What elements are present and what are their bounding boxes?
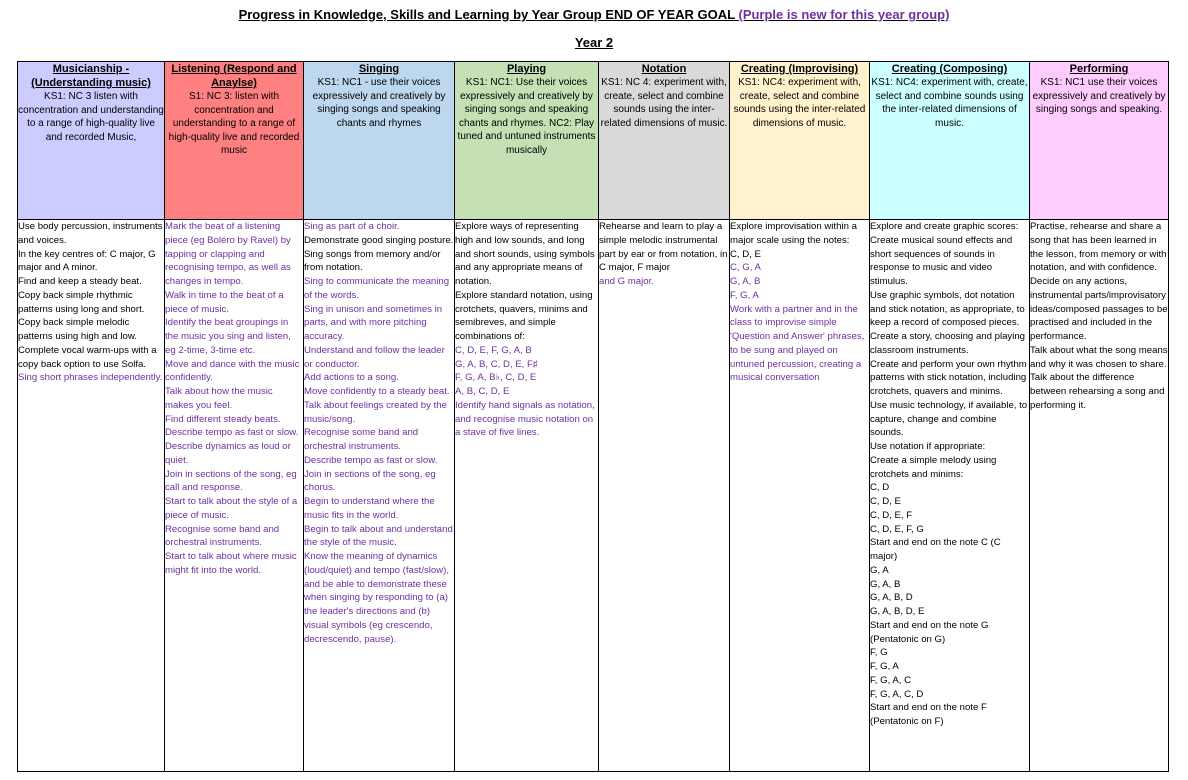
header-title: Listening (Respond and Anaylse) (171, 63, 297, 89)
statement: Decide on any actions, instrumental parts/improvisatory ideas/composed passages to be practised and included in the performance. (1030, 276, 1168, 342)
header-playing (455, 62, 599, 220)
statement: Use body percussion, instruments and voices. (18, 221, 163, 246)
statement: Complete vocal warm-ups with a copy back option to use Solfa. (18, 344, 157, 370)
statement: Identify hand signals as notation, and recognise music notation on a stave of five lines. (455, 399, 595, 439)
progress-table (17, 61, 1169, 772)
header-row (18, 62, 1169, 220)
statement: Describe dynamics as loud or quiet. (165, 441, 291, 466)
statement: F, G, A, C, D (870, 688, 924, 700)
statement: F, G, A, B♭, C, D, E (455, 372, 537, 384)
title-main: Progress in Knowledge, Skills and Learning by Year Group END OF YEAR GOAL (238, 7, 735, 22)
statement: Demonstrate good singing posture. (304, 234, 454, 246)
statement: Start and end on the note F (Pentatonic on F) (870, 702, 987, 727)
header-nc: KS1: NC1: Use their voices expressively and creatively by singing songs and speaking chants and rhymes. NC2: Play tuned and untuned instruments musically (457, 77, 596, 156)
cell-improvising (730, 220, 870, 772)
statement: Mark the beat of a listening piece (eg Boléro by Ravel) by tapping or clapping and recognising tempo, as well as changes in tempo. (165, 221, 291, 287)
statement: In the key centres of: C major, G major and A minor. (18, 248, 156, 274)
statement: Find different steady beats. (165, 413, 281, 425)
header-title: Singing (358, 63, 400, 75)
title-note: (Purple is new for this year group) (738, 7, 950, 22)
cell-composing (870, 220, 1030, 772)
statement: C, D, E (870, 496, 901, 507)
statement: Copy back simple rhythmic patterns using long and short. (18, 289, 145, 315)
statement: Copy back simple melodic patterns using high and low. (18, 317, 137, 342)
statement: Move and dance with the music confidently. (165, 358, 300, 384)
header-performing (1030, 62, 1169, 220)
header-nc: KS1: NC1 use their voices expressively and creatively by singing songs and speaking. (1032, 77, 1166, 116)
statement: Sing to communicate the meaning of the words. (304, 276, 450, 301)
statement: Start and end on the note C (C major) (870, 537, 1001, 562)
statement: Join in sections of the song, eg call and response. (165, 468, 297, 494)
statement: Talk about how the music makes you feel. (165, 386, 273, 411)
statement: G, A, B, D (870, 592, 913, 604)
header-title: Playing (506, 63, 547, 75)
statement: C, D (870, 482, 890, 494)
header-title: Performing (1069, 63, 1129, 75)
statement: Talk about the difference between rehearsing a song and performing it. (1030, 372, 1165, 411)
header-nc: KS1: NC 3 listen with concentration and understanding to a range of high-quality live and recorded Music, (18, 91, 164, 143)
statement: Create and perform your own rhythm patterns with stick notation, including crotchets, quavers and minims. (870, 358, 1027, 397)
statement: C, D, E (730, 248, 761, 260)
header-notation (599, 62, 730, 220)
header-listening (165, 62, 304, 220)
statement: C, D, E, F, G (870, 523, 924, 535)
statement: Start to talk about the style of a piece of music. (165, 496, 298, 521)
statement: Start to talk about where music might fit into the world. (165, 551, 297, 576)
cell-playing (455, 220, 599, 772)
cell-performing (1030, 220, 1169, 772)
statement: Start and end on the note G (Pentatonic on G) (870, 619, 989, 645)
statement: Sing in unison and sometimes in parts, and with more pitching accuracy. (304, 303, 443, 342)
statement: Explore and create graphic scores: (870, 221, 1019, 232)
statement: Create a story, choosing and playing classroom instruments. (870, 331, 1026, 356)
statement: Join in sections of the song, eg chorus. (304, 468, 436, 494)
statement: Describe tempo as fast or slow. (165, 427, 299, 439)
cell-singing (304, 220, 455, 772)
statement: F, G, A (730, 289, 759, 301)
header-musicianship (18, 62, 165, 220)
statement: F, G, A (870, 661, 899, 672)
statement: Use graphic symbols, dot notation and stick notation, as appropriate, to keep a record of composed pieces. (870, 289, 1025, 329)
statement: Explore ways of representing high and low sounds, and long and short sounds, using symbols and any appropriate means of notation. (455, 221, 595, 287)
header-nc: KS1: NC1 - use their voices expressively and creatively by singing songs and speaking chants and rhymes (312, 77, 446, 129)
cell-listening (165, 220, 304, 772)
statement: Create musical sound effects and short sequences of sounds in response to music and video stimulus. (870, 234, 1013, 287)
header-nc: KS1: NC 4: experiment with, create, select and combine sounds using the inter-related dimensions of music. (600, 77, 728, 129)
statement: Describe tempo as fast or slow. (304, 454, 438, 466)
statement: Find and keep a steady beat. (18, 276, 142, 287)
statement: Recognise some band and orchestral instruments. (304, 427, 419, 452)
statement: Sing short phrases independently. (18, 372, 163, 384)
year-heading: Year 2 (574, 35, 614, 50)
statement: G, A, B, C, D, E, F♯ (455, 358, 538, 370)
cell-notation (599, 220, 730, 772)
statement: G, A (870, 564, 889, 576)
header-title: Creating (Composing) (891, 63, 1008, 75)
statement: Recognise some band and orchestral instruments. (165, 523, 280, 549)
header-singing (304, 62, 455, 220)
content-row (18, 220, 1169, 772)
statement: F, G (870, 647, 888, 659)
statement: G, A, B (730, 276, 761, 287)
statement: and G major. (599, 276, 654, 287)
statement: Use music technology, if available, to capture, change and combine sounds. (870, 399, 1028, 439)
statement: Explore standard notation, using crotchets, quavers, minims and semibreves, and simple combinations of: (455, 289, 593, 342)
statement: Sing songs from memory and/or from notation. (304, 248, 441, 274)
statement: Create a simple melody using crotchets and minims: (870, 454, 997, 480)
statement: C, D, E, F, G, A, B (455, 344, 532, 356)
header-title: Notation (641, 63, 687, 75)
statement: C, D, E, F (870, 509, 913, 521)
statement: Begin to talk about and understand the style of the music. (304, 523, 453, 549)
header-title: Musicianship - (Understanding music) (31, 63, 151, 89)
statement: F, G, A, C (870, 674, 912, 686)
statement: G, A, B (870, 578, 901, 590)
statement: Work with a partner and in the class to improvise simple 'Question and Answer' phrases, to be sung and played on untuned percussion, creating a musical conversation (730, 303, 865, 384)
statement: Rehearse and learn to play a simple melodic instrumental part by ear or from notation, in C major, F major (599, 221, 728, 274)
statement: Begin to understand where the music fits in the world. (304, 496, 435, 521)
statement: Understand and follow the leader or conductor. (304, 344, 445, 370)
header-nc: KS1: NC4: experiment with, create, select and combine sounds using the inter-related dimensions of music. (733, 77, 866, 129)
header-composing (870, 62, 1030, 220)
statement: Know the meaning of dynamics (loud/quiet) and tempo (fast/slow), and be able to demonstrate these when singing by responding to (a) the leader's directions and (b) visual symbols (eg crescendo, decrescendo, pause). (304, 551, 450, 645)
statement: Move confidently to a steady beat. (304, 386, 450, 397)
statement: C, G, A (730, 262, 761, 274)
header-nc: S1: NC 3: listen with concentration and understanding to a range of high-quality live and recorded music (168, 91, 300, 157)
statement: G, A, B, D, E (870, 606, 925, 617)
statement: Add actions to a song. (304, 372, 399, 384)
cell-musicianship (18, 220, 165, 772)
statement: Talk about feelings created by the music/song. (304, 399, 447, 425)
statement: Explore improvisation within a major scale using the notes: (730, 221, 857, 246)
document-title (0, 7, 1188, 22)
statement: Talk about what the song means and why it was chosen to share. (1030, 344, 1168, 370)
header-improvising (730, 62, 870, 220)
statement: Sing as part of a choir. (304, 221, 400, 232)
statement: Practise, rehearse and share a song that has been learned in the lesson, from memory or with notation, and with confidence. (1030, 221, 1167, 274)
statement: A, B, C, D, E (455, 386, 510, 397)
header-nc: KS1: NC4: experiment with, create, select and combine sounds using the inter-related dimensions of music. (871, 77, 1028, 129)
statement: Use notation if appropriate: (870, 441, 986, 452)
statement: Identify the beat groupings in the music you sing and listen, eg 2-time, 3-time etc. (165, 317, 291, 356)
statement: Walk in time to the beat of a piece of music. (165, 289, 284, 315)
header-title: Creating (Improvising) (740, 63, 859, 75)
